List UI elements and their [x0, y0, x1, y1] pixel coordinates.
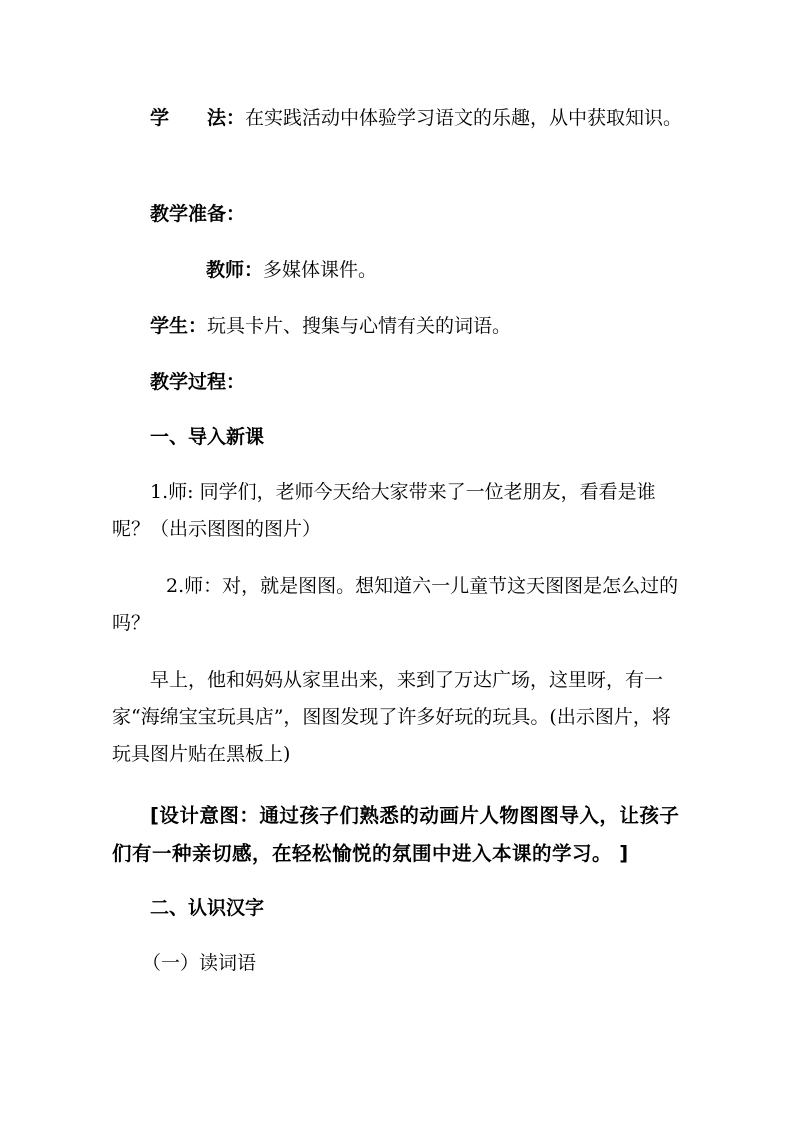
student-label: 学生： [150, 315, 208, 337]
teaching-process-heading: 教学过程： [150, 371, 246, 393]
step-one-paragraph: 1.师: 同学们，老师今天给大家带来了一位老朋友，看看是谁呢？（出示图图的图片） [112, 481, 656, 540]
student-text: 玩具卡片、搜集与心情有关的词语。 [207, 315, 512, 337]
teacher-preparation [112, 252, 684, 289]
section-one-heading: 一、导入新课 [150, 426, 265, 448]
design-intent-note: [设计意图：通过孩子们熟悉的动画片人物图图导入，让孩子们有一种亲切感，在轻松愉悦的氛围中进入本课的学习。 ] [112, 804, 680, 865]
learning-method-label: 学 法： [150, 107, 246, 129]
step-two-paragraph: 2.师：对，就是图图。想知道六一儿童节这天图图是怎么过的吗？ [112, 575, 679, 634]
teacher-label: 教师： [206, 259, 264, 281]
morning-story-paragraph: 早上，他和妈妈从家里出来，来到了万达广场，这里呀，有一家“海绵宝宝玩具店”，图图发现了许多好玩的玩具。(出示图片，将玩具图片贴在黑板上) [112, 669, 671, 765]
teaching-preparation-heading: 教学准备： [150, 203, 246, 225]
teacher-text: 多媒体课件。 [263, 259, 378, 281]
student-preparation [112, 308, 684, 345]
subsection-read-words: （一）读词语 [142, 952, 257, 974]
section-two-heading: 二、认识汉字 [150, 897, 265, 919]
learning-method-text: 在实践活动中体验学习语文的乐趣，从中获取知识。 [245, 107, 683, 129]
learning-method-paragraph [112, 100, 684, 137]
